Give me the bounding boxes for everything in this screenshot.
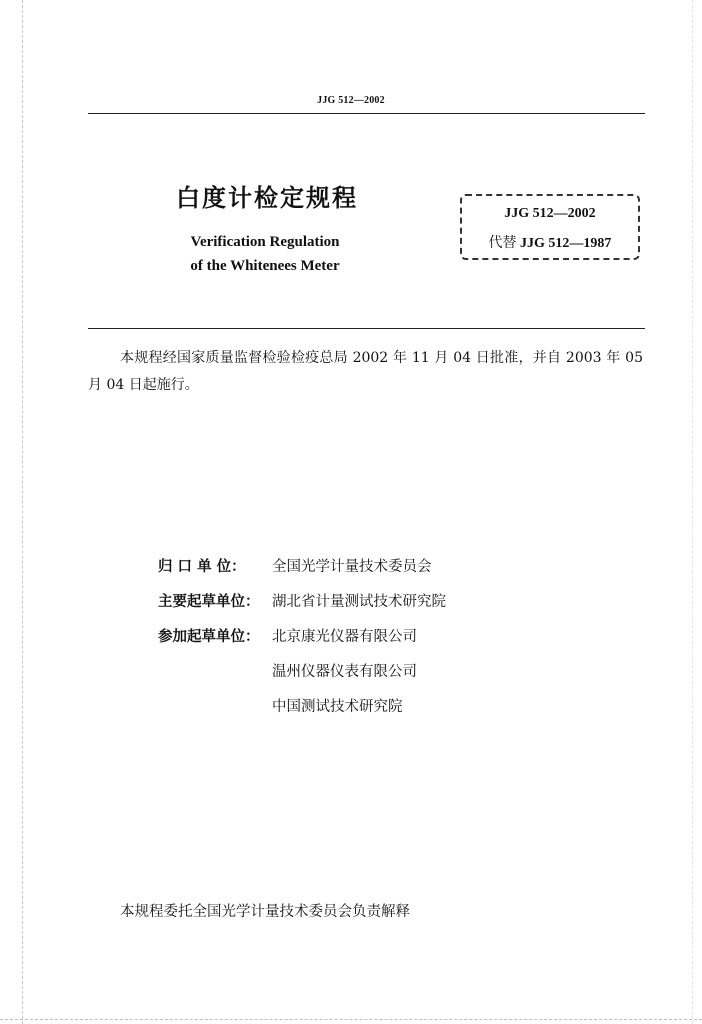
scan-margin-right [692,0,693,1024]
unit-label: 参加起草单位： [158,629,260,645]
title-chinese: 白度计检定规程 [176,184,358,212]
header-rule [88,113,645,114]
title-english-line-1: Verification Regulation [190,234,340,250]
scan-margin-bottom [0,1019,702,1020]
scan-margin-left [22,0,23,1024]
unit-row [158,583,446,618]
unit-label: 归 口 单 位： [158,559,246,575]
unit-label: 主要起草单位： [158,594,260,610]
section-rule [88,328,645,329]
unit-row [158,653,446,688]
replacement-box [460,194,640,260]
unit-value: 温州仪器仪表有限公司 [272,664,417,680]
unit-value: 中国测试技术研究院 [272,699,403,715]
replacement-code: JJG 512—2002 [504,206,596,221]
unit-value: 北京康光仪器有限公司 [272,629,417,645]
unit-row [158,688,446,723]
unit-value: 湖北省计量测试技术研究院 [272,594,446,610]
unit-row [158,618,446,653]
unit-value: 全国光学计量技术委员会 [272,559,432,575]
unit-row [158,548,446,583]
drafting-units [158,548,446,723]
approval-paragraph: 本规程经国家质量监督检验检疫总局 2002 年 11 月 04 日批准，并自 2003 年 05 月 04 日起施行。 [88,350,643,393]
replaces-prefix: 代替 [488,236,517,251]
title-english-line-2: of the Whitenees Meter [190,258,340,274]
title-english [150,230,380,278]
replaces-line [462,232,638,252]
interpretation-note: 本规程委托全国光学计量技术委员会负责解释 [120,904,410,920]
standard-code-header: JJG 512—2002 [317,95,385,106]
replaces-code: JJG 512—1987 [520,236,612,251]
